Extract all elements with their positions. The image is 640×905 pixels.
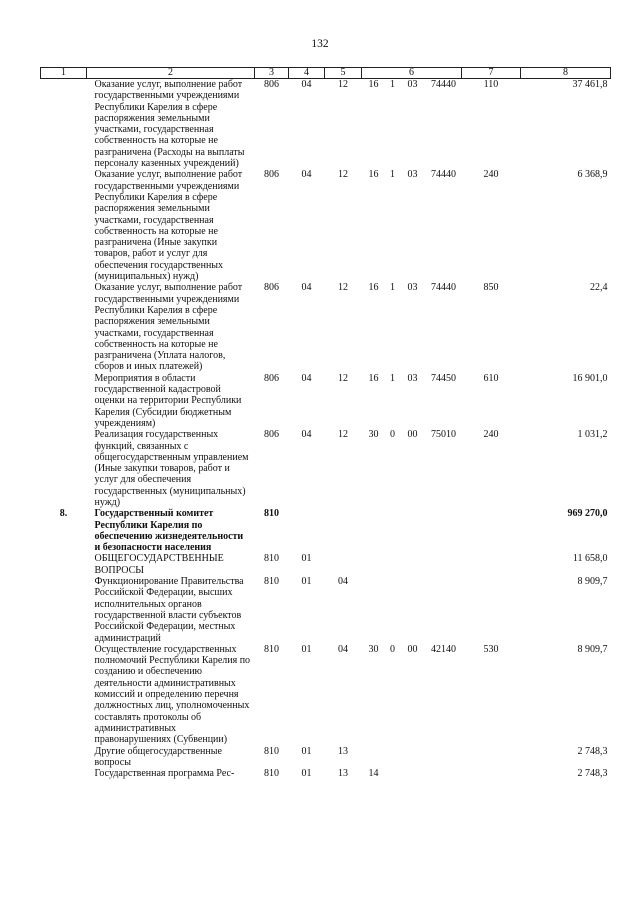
row-subsection-code: [325, 508, 362, 553]
row-target-code-2: [386, 553, 400, 576]
row-target-code-4: [426, 553, 462, 576]
row-ved-code: 810: [264, 768, 279, 780]
row-target-code-4: 74440: [431, 79, 456, 90]
table-row: [41, 169, 611, 282]
row-target-code-2: [386, 508, 400, 553]
row-target-code-3: [400, 576, 426, 644]
row-ved-code: 806: [264, 372, 279, 384]
row-number: [41, 429, 87, 508]
row-ved-code: 810: [264, 508, 279, 520]
row-amount: 22,4: [590, 282, 608, 294]
row-number: [41, 576, 87, 644]
row-target-code-1: 16: [368, 79, 379, 90]
row-target-code-3: 03: [407, 169, 418, 181]
row-expense-type: 240: [483, 429, 499, 441]
row-target-code-2: 1: [390, 169, 395, 181]
table-row: [41, 576, 611, 644]
row-target-code-2: 1: [390, 282, 395, 294]
row-target-code-3: 00: [407, 643, 418, 655]
row-ved-code: 810: [264, 553, 279, 565]
table-row: [41, 644, 611, 746]
row-section-code: 01: [301, 643, 312, 655]
row-target-code-3: 03: [407, 372, 418, 384]
row-expense-type: 240: [483, 169, 499, 181]
row-section-code: [289, 508, 325, 553]
row-expense-type: [462, 508, 521, 553]
row-number: [41, 79, 87, 170]
row-subsection-code: 12: [338, 282, 348, 294]
row-expense-type: [462, 576, 521, 644]
table-row: [41, 79, 611, 170]
row-subsection-code: 12: [338, 372, 348, 384]
row-amount: 16 901,0: [572, 372, 608, 384]
row-expense-type: 610: [483, 372, 499, 384]
row-subsection-code: 04: [338, 643, 348, 655]
row-target-code-3: 03: [407, 282, 418, 294]
row-amount: 11 658,0: [572, 553, 608, 565]
row-target-code-1: 30: [368, 429, 379, 441]
row-section-code: 04: [301, 79, 312, 90]
row-amount: 6 368,9: [577, 169, 608, 181]
header-col-8: 8: [521, 68, 611, 79]
row-expense-type: [462, 768, 521, 779]
row-name: Функционирование Правительства Российской Федерации, высших исполнительных органов государственной власти субъектов Российской Федерации, местных администраций: [94, 576, 244, 644]
row-ved-code: 806: [264, 429, 279, 441]
row-ved-code: 806: [264, 169, 279, 181]
row-subsection-code: [325, 553, 362, 576]
row-name: Другие общегосударственные вопросы: [94, 745, 222, 768]
row-number: [41, 553, 87, 576]
row-name: Оказание услуг, выполнение работ государственными учреждениями Республики Карелия в сфере распоряжения земельными участками, государственная собственность на которые не разграничена (Уплата налогов, сборов и иных платежей): [94, 282, 243, 373]
row-expense-type: [462, 746, 521, 769]
table-row: [41, 768, 611, 779]
row-target-code-3: [400, 508, 426, 553]
row-expense-type: 530: [483, 643, 499, 655]
row-subsection-code: 12: [338, 79, 348, 90]
header-col-1: 1: [41, 68, 87, 79]
row-target-code-1: [362, 576, 386, 644]
row-number: [41, 768, 87, 779]
row-target-code-3: [400, 746, 426, 769]
row-amount: 969 270,0: [567, 508, 608, 520]
row-number: [41, 373, 87, 429]
row-number: [41, 282, 87, 372]
row-target-code-1: 30: [368, 643, 379, 655]
row-name: ОБЩЕГОСУДАРСТВЕННЫЕ ВОПРОСЫ: [94, 553, 224, 576]
row-target-code-4: [426, 746, 462, 769]
page-number: 132: [311, 38, 329, 50]
row-name: Государственная программа Рес-: [94, 768, 235, 780]
row-number: [41, 746, 87, 769]
row-subsection-code: 13: [338, 745, 348, 757]
header-row: [41, 68, 611, 79]
row-amount: 8 909,7: [577, 576, 608, 588]
row-target-code-1: 16: [368, 169, 379, 181]
table-row: [41, 746, 611, 769]
row-section-code: 04: [301, 169, 312, 181]
row-number: [41, 169, 87, 282]
row-target-code-1: 16: [368, 282, 379, 294]
row-amount: 1 031,2: [577, 429, 608, 441]
row-target-code-1: 16: [368, 372, 379, 384]
row-amount: 2 748,3: [577, 745, 608, 757]
row-target-code-1: 14: [368, 768, 379, 780]
row-target-code-2: 1: [390, 372, 395, 384]
row-target-code-4: [426, 508, 462, 553]
row-ved-code: 806: [264, 79, 279, 90]
row-name: Оказание услуг, выполнение работ государственными учреждениями Республики Карелия в сфере распоряжения земельными участками, государственная собственность на которые не разграничена (Расходы на выплаты персоналу казенных учреждений): [94, 79, 245, 170]
row-section-code: 04: [301, 429, 312, 441]
row-amount: 37 461,8: [572, 79, 608, 90]
row-section-code: 01: [301, 768, 312, 780]
row-target-code-3: 03: [407, 79, 418, 90]
budget-table: [40, 67, 611, 779]
header-col-6: 6: [362, 68, 462, 79]
row-name: Оказание услуг, выполнение работ государственными учреждениями Республики Карелия в сфере распоряжения земельными участками, государственная собственность на которые не разграничена (Иные закупки товаров, работ и услуг для обеспечения государственных (муниципальных) нужд): [94, 169, 243, 283]
row-target-code-4: [426, 576, 462, 644]
row-ved-code: 806: [264, 282, 279, 294]
row-expense-type: 850: [483, 282, 499, 294]
table-row: [41, 282, 611, 372]
row-number: 8.: [59, 508, 68, 520]
row-target-code-2: [386, 746, 400, 769]
row-name: Мероприятия в области государственной кадастровой оценки на территории Республики Карелия (Субсидии бюджетным учреждениям): [94, 372, 242, 429]
row-expense-type: [462, 553, 521, 576]
row-section-code: 01: [301, 576, 312, 588]
row-section-code: 01: [301, 553, 312, 565]
row-ved-code: 810: [264, 745, 279, 757]
header-col-4: 4: [289, 68, 325, 79]
header-col-5: 5: [325, 68, 362, 79]
row-name: Осуществление государственных полномочий Республики Карелия по созданию и обеспечению деятельности административных комиссий и определению перечня должностных лиц, уполномоченных составлять протоколы об административных правонарушениях (Субвенции): [94, 643, 251, 746]
row-target-code-2: [386, 576, 400, 644]
row-name: Реализация государственных функций, связанных с общегосударственным управлением (Иные закупки товаров, работ и услуг для обеспечения государственных (муниципальных) нужд): [94, 429, 249, 508]
row-section-code: 01: [301, 745, 312, 757]
row-target-code-4: [426, 768, 462, 779]
row-subsection-code: 12: [338, 169, 348, 181]
row-amount: 2 748,3: [577, 768, 608, 780]
table-body: [41, 79, 611, 780]
row-target-code-1: [362, 746, 386, 769]
row-number: [41, 644, 87, 746]
row-subsection-code: 04: [338, 576, 348, 588]
row-target-code-2: [386, 768, 400, 779]
row-target-code-3: [400, 768, 426, 779]
header-col-7: 7: [462, 68, 521, 79]
row-target-code-2: 0: [390, 429, 395, 441]
row-target-code-4: 42140: [431, 643, 456, 655]
row-target-code-2: 0: [390, 643, 395, 655]
header-col-2: 2: [87, 68, 255, 79]
row-subsection-code: 12: [338, 429, 348, 441]
row-target-code-3: 00: [407, 429, 418, 441]
table-row: [41, 429, 611, 508]
table-row: [41, 508, 611, 553]
row-ved-code: 810: [264, 643, 279, 655]
row-target-code-4: 74440: [431, 169, 456, 181]
row-name: Государственный комитет Республики Карелия по обеспечению жизнедеятельности и безопасности населения: [94, 508, 244, 554]
row-target-code-1: [362, 508, 386, 553]
row-target-code-1: [362, 553, 386, 576]
row-target-code-4: 75010: [431, 429, 456, 441]
row-expense-type: 110: [483, 79, 499, 90]
table-row: [41, 553, 611, 576]
row-subsection-code: 13: [338, 768, 348, 780]
row-target-code-4: 74450: [431, 372, 456, 384]
row-target-code-3: [400, 553, 426, 576]
row-ved-code: 810: [264, 576, 279, 588]
row-section-code: 04: [301, 372, 312, 384]
header-col-3: 3: [255, 68, 289, 79]
row-section-code: 04: [301, 282, 312, 294]
table-row: [41, 373, 611, 429]
row-target-code-2: 1: [390, 79, 395, 90]
row-amount: 8 909,7: [577, 643, 608, 655]
row-target-code-4: 74440: [431, 282, 456, 294]
